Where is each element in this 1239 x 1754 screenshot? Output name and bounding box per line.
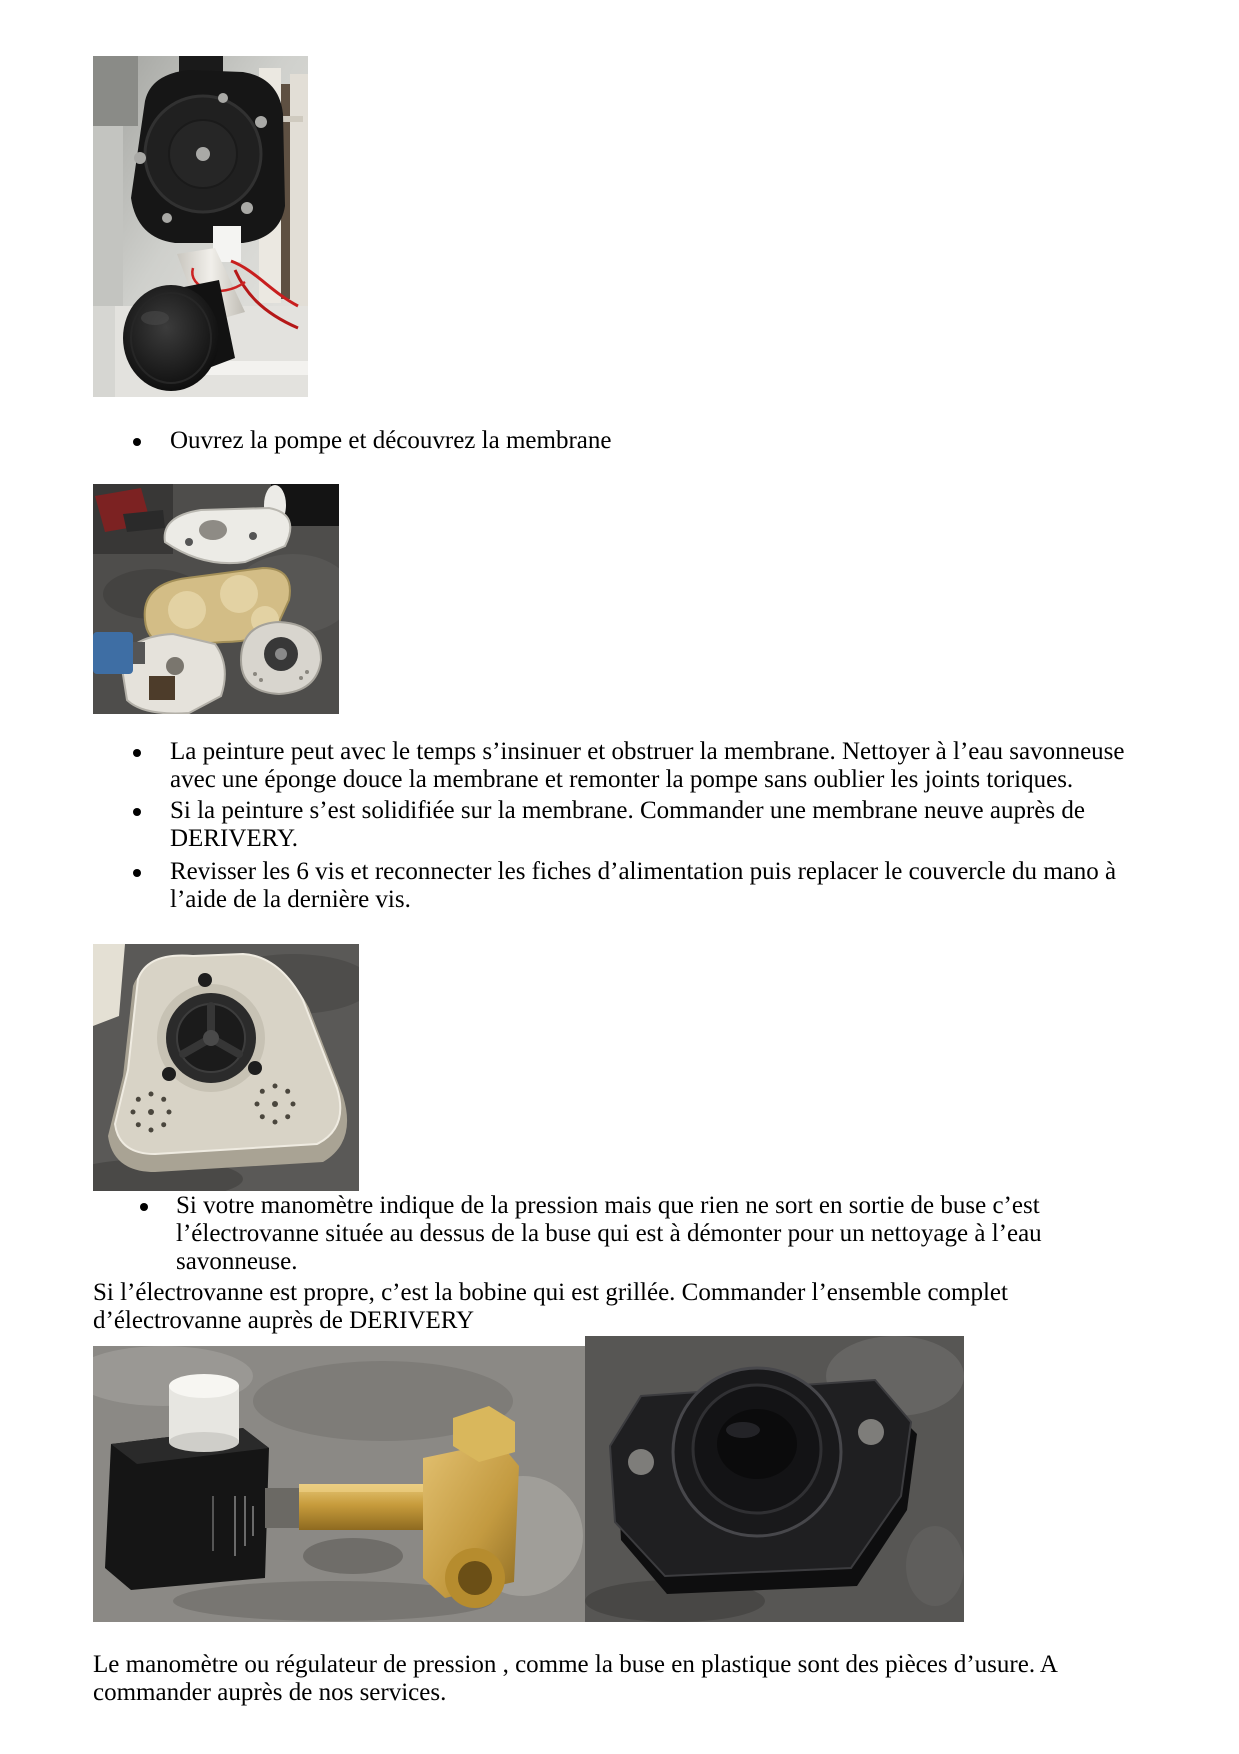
list-item-line: savonneuse. — [176, 1248, 298, 1276]
solenoid-valve-image — [93, 1346, 585, 1622]
paragraph-line: Le manomètre ou régulateur de pression , comme la buse en plastique sont des pièces d’usure. A — [93, 1651, 1058, 1678]
bullet-icon — [140, 1203, 148, 1211]
membrane-housing-image — [93, 944, 359, 1191]
paragraph — [93, 1651, 1058, 1707]
list-item-line: l’aide de la dernière vis. — [170, 886, 411, 914]
list-item-line: Si votre manomètre indique de la pression mais que rien ne sort en sortie de buse c’est — [176, 1192, 1040, 1219]
list-item-line: Si la peinture s’est solidifiée sur la membrane. Commander une membrane neuve auprès de — [170, 797, 1085, 824]
pump-parts-photo — [93, 484, 339, 714]
pump-head — [131, 56, 285, 262]
list-item-line: Ouvrez la pompe et découvrez la membrane — [170, 427, 612, 454]
bullet-icon — [133, 808, 141, 816]
list-item-line: Revisser les 6 vis et reconnecter les fiches d’alimentation puis replacer le couvercle du mano à — [170, 858, 1117, 885]
membrane-housing-photo — [93, 944, 359, 1191]
paragraph-line: Si l’électrovanne est propre, c’est la bobine qui est grillée. Commander l’ensemble complet — [93, 1279, 1008, 1306]
solenoid-valve-photo — [93, 1346, 585, 1622]
pump-assembly-photo — [93, 56, 308, 397]
membrane-housing — [241, 622, 321, 694]
list-item-line: La peinture peut avec le temps s’insinuer et obstruer la membrane. Nettoyer à l’eau savonneuse — [170, 738, 1125, 765]
pump-parts-image — [93, 484, 339, 714]
paragraph-line: d’électrovanne auprès de DERIVERY — [93, 1307, 475, 1335]
bullet-icon — [133, 869, 141, 877]
valve-membrane-photo — [585, 1336, 964, 1622]
list-item-line: avec une éponge douce la membrane et remonter la pompe sans oublier les joints toriques. — [170, 766, 1074, 794]
solenoid-coil — [105, 1428, 269, 1590]
pump-assembly-image — [93, 56, 308, 397]
bullet-icon — [133, 749, 141, 757]
paragraph — [93, 1279, 1008, 1335]
list-item — [176, 1192, 1042, 1277]
list-item — [170, 858, 1116, 914]
bullet-icon — [133, 438, 141, 446]
list-item — [170, 427, 611, 455]
coil-cap — [169, 1374, 239, 1452]
list-item-line: l’électrovanne située au dessus de la buse qui est à démonter pour un nettoyage à l’eau — [176, 1220, 1042, 1248]
list-item-line: DERIVERY. — [170, 825, 299, 853]
membrane-dome — [673, 1368, 841, 1536]
list-item — [170, 738, 1125, 794]
list-item — [170, 797, 1085, 853]
valve-membrane-image — [585, 1336, 964, 1622]
paragraph-line: commander auprès de nos services. — [93, 1679, 447, 1707]
